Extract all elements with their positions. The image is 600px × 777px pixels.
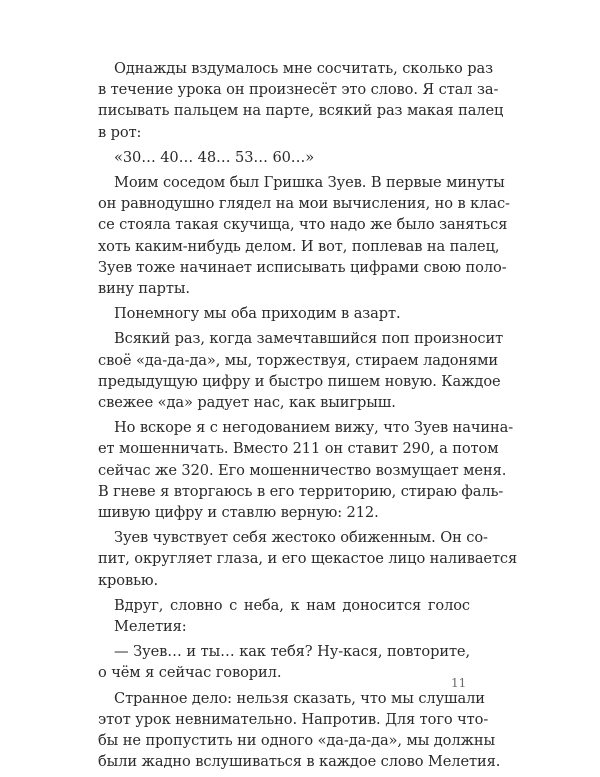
text-line: бы не пропустить ни одного «да-да-да», мы должны <box>98 732 495 750</box>
paragraph-6 <box>98 417 514 523</box>
text-line: о чём я сейчас говорил. <box>98 664 282 682</box>
text-line: в течение урока он произнесёт это слово. Я стал за- <box>98 81 499 99</box>
text-line: свежее «да» радует нас, как выигрыш. <box>98 394 396 412</box>
text-line: хоть каким-нибудь делом. И вот, поплевав на палец, <box>98 237 500 255</box>
paragraph-1 <box>98 58 504 143</box>
text-line: кровью. <box>98 571 159 589</box>
text-line: Вдруг, словно с неба, к нам доносится голос Мелетия: <box>114 596 470 636</box>
text-line: ет мошенничать. Вместо 211 он ставит 290, а потом <box>98 440 499 458</box>
text-line: в рот: <box>98 123 142 141</box>
text-line: Всякий раз, когда замечтавшийся поп произносит <box>114 330 504 348</box>
paragraph-7 <box>98 527 518 591</box>
text-line: «30… 40… 48… 53… 60…» <box>114 148 315 166</box>
paragraph-5 <box>98 328 504 413</box>
text-line: — Зуев… и ты… как тебя? Ну-кася, повторите, <box>114 643 470 661</box>
text-line: Моим соседом был Гришка Зуев. В первые минуты <box>114 174 505 192</box>
paragraph-3 <box>98 172 510 299</box>
text-line: се стояла такая скучища, что надо же было заняться <box>98 216 508 234</box>
text-line: Однажды вздумалось мне сосчитать, сколько раз <box>114 60 493 77</box>
text-line: пит, округляет глаза, и его щекастое лицо наливается <box>98 550 518 568</box>
paragraph-2 <box>98 147 470 168</box>
text-line: Странное дело: нельзя сказать, что мы слушали <box>114 689 485 707</box>
paragraph-4 <box>98 303 470 324</box>
page-number: 11 <box>451 676 467 690</box>
text-line: Зуев тоже начинает исписывать цифрами свою поло- <box>98 258 507 276</box>
paragraph-9 <box>98 641 470 683</box>
text-line: шивую цифру и ставлю верную: 212. <box>98 504 379 522</box>
text-line: этот урок невнимательно. Напротив. Для того что- <box>98 710 489 728</box>
text-line: вину парты. <box>98 280 190 298</box>
paragraph-10 <box>98 688 501 773</box>
text-line: он равнодушно глядел на мои вычисления, но в клас- <box>98 195 510 213</box>
text-line: Но вскоре я с негодованием вижу, что Зуев начина- <box>114 419 514 437</box>
text-line: Зуев чувствует себя жестоко обиженным. Он со- <box>114 529 488 547</box>
text-line: писывать пальцем на парте, всякий раз макая палец <box>98 102 504 120</box>
text-line: сейчас же 320. Его мошенничество возмущает меня. <box>98 461 507 479</box>
text-line: В гневе я вторгаюсь в его территорию, стираю фаль- <box>98 482 504 500</box>
text-line: своё «да-да-да», мы, торжествуя, стираем ладонями <box>98 351 499 369</box>
body-text <box>98 58 518 777</box>
paragraph-8 <box>98 595 470 637</box>
text-line: были жадно вслушиваться в каждое слово Мелетия. <box>98 753 501 771</box>
text-line: Понемногу мы оба приходим в азарт. <box>114 305 401 323</box>
text-line: предыдущую цифру и быстро пишем новую. Каждое <box>98 372 501 390</box>
